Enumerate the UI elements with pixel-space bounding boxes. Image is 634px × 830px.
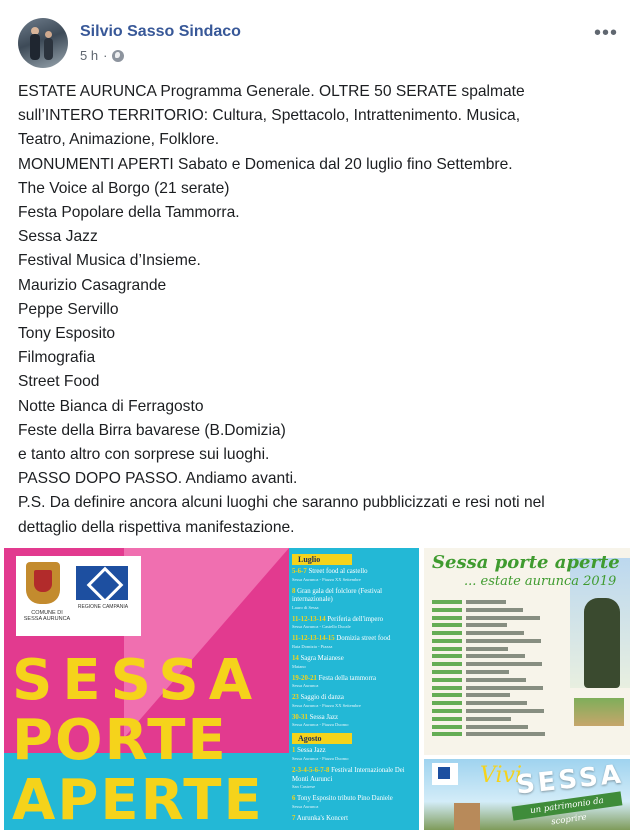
schedule-line [432, 670, 562, 676]
statue-image [584, 598, 620, 688]
schedule-month: Luglio [292, 554, 352, 565]
event-name: Sessa Jazz [309, 713, 339, 721]
region-caption: REGIONE CAMPANIA [77, 604, 129, 610]
schedule-line [432, 616, 562, 622]
schedule-event [292, 767, 417, 790]
poster-main-image[interactable] [4, 548, 419, 830]
post-text-line: Maurizio Casagrande [18, 276, 167, 294]
poster-title-line-2: PORTE [12, 708, 228, 773]
post-text-line: Street Food [18, 373, 100, 391]
post-header [18, 18, 618, 70]
event-dates: 11-12-13-14 [292, 615, 326, 623]
poster-right-title: Sessa porte aperte [432, 552, 620, 573]
post-text-line: ESTATE AURUNCA Programma Generale. OLTRE 50 SERATE spalmate [18, 83, 525, 100]
schedule-event [292, 747, 417, 762]
landscape-thumbnail [574, 698, 624, 726]
event-name: Gran gala del folclore (Festival internazionale) [292, 587, 383, 604]
schedule-line [432, 623, 562, 629]
schedule-event [292, 694, 417, 709]
poster-logos [16, 556, 141, 636]
schedule-line [432, 686, 562, 692]
author-name[interactable]: Silvio Sasso Sindaco [80, 23, 241, 40]
poster-title-line-3: APERTE [12, 768, 264, 830]
event-dates: 8 [292, 587, 296, 595]
post-text-line: dettaglio della rispettiva manifestazione. [18, 518, 295, 536]
post-text-line: Sessa Jazz [18, 228, 98, 246]
event-place: Maiano [292, 663, 306, 669]
comune-crest-icon [26, 562, 60, 604]
event-name: Street food al castello [308, 568, 368, 575]
post-text-line: Tony Esposito [18, 325, 116, 343]
post-text-line: Filmografia [18, 349, 96, 367]
schedule-event [292, 588, 417, 611]
event-dates: 1 [292, 747, 296, 755]
event-dates: 30-31 [292, 713, 308, 721]
schedule-line [432, 701, 562, 707]
schedule-line [432, 678, 562, 684]
event-place: San Castrese [292, 784, 316, 790]
event-dates: 14 [292, 654, 299, 662]
event-place: Sessa Aurunca [292, 683, 319, 689]
meta-separator: · [103, 48, 108, 63]
poster-right-schedule-lines [432, 600, 562, 740]
post-text-line: Teatro, Animazione, Folklore. [18, 131, 220, 149]
schedule-line [432, 725, 562, 731]
event-dates: 2-3-4-5-6-7-8 [292, 766, 330, 774]
globe-icon[interactable] [112, 50, 124, 62]
schedule-event [292, 568, 417, 583]
schedule-event [292, 655, 417, 670]
post-text-line: Festival Musica d’Insieme. [18, 252, 201, 270]
schedule-line [432, 709, 562, 715]
schedule-line [432, 631, 562, 637]
schedule-event [292, 815, 417, 824]
schedule-line [432, 693, 562, 699]
poster-sessa-word: SESSA [514, 759, 626, 801]
schedule-line [432, 647, 562, 653]
poster-title-line-1: SESSA [12, 648, 263, 713]
post-text-line: Feste della Birra bavarese (B.Domizia) [18, 421, 286, 439]
schedule-line [432, 662, 562, 668]
schedule-line [432, 639, 562, 645]
event-place: Sessa Aurunca - Piazza Duomo [292, 755, 349, 761]
avatar[interactable] [18, 18, 68, 68]
poster-schedule [292, 552, 417, 828]
event-dates: 5-6-7 [292, 568, 307, 575]
post-text-line: sull’INTERO TERRITORIO: Cultura, Spettacolo, Intrattenimento. Musica, [18, 107, 521, 125]
post-text-line: P.S. Da definire ancora alcuni luoghi che saranno pubblicizzati e resi noti nel [18, 494, 545, 512]
event-dates: 23 [292, 694, 299, 702]
schedule-line [432, 654, 562, 660]
more-icon[interactable]: ••• [593, 22, 618, 44]
comune-caption: COMUNE DI SESSA AURUNCA [23, 610, 71, 622]
post-text-line: The Voice al Borgo (21 serate) [18, 179, 230, 197]
schedule-line [432, 608, 562, 614]
event-place: Sessa Aurunca - Castello Ducale [292, 624, 351, 630]
event-name: Sagra Maianese [300, 654, 344, 662]
post-text [18, 80, 624, 540]
poster-ribbon: un patrimonio da scoprire [512, 791, 623, 820]
regione-badge-icon [432, 763, 458, 785]
schedule-line [432, 600, 562, 606]
event-name: Aurunka's Koncert [296, 814, 348, 822]
event-name: Festival Internazionale Dei Monti Aurunci [292, 766, 405, 783]
post-text-line: Festa Popolare della Tammorra. [18, 204, 240, 222]
schedule-event [292, 616, 417, 631]
post-time[interactable]: 5 h [80, 48, 99, 63]
poster-vivi-sessa-image[interactable] [424, 759, 630, 830]
photo-grid [0, 548, 634, 830]
post-text-line: Notte Bianca di Ferragosto [18, 397, 204, 415]
event-dates: 6 [292, 795, 296, 803]
event-dates: 19-20-21 [292, 674, 317, 682]
event-name: Periferia dell'impero [327, 615, 384, 623]
event-name: Festa della tammorra [318, 674, 377, 682]
schedule-event [292, 675, 417, 690]
event-place: Sessa Aurunca - Piazza XX Settembre [292, 702, 361, 708]
event-place: Baia Domizia - Piazza [292, 643, 333, 649]
schedule-event [292, 635, 417, 650]
schedule-event [292, 795, 417, 810]
event-place: Sessa Aurunca - Piazza Duomo [292, 722, 349, 728]
event-dates: 11-12-13-14-15 [292, 635, 335, 643]
event-place: Sessa Aurunca [292, 803, 319, 809]
event-name: Sessa Jazz [297, 747, 326, 755]
bell-tower-image [454, 803, 480, 830]
schedule-line [432, 732, 562, 738]
post-meta [80, 48, 124, 63]
post-text-line: PASSO DOPO PASSO. Andiamo avanti. [18, 470, 298, 488]
post-text-line: e tanto altro con sorprese sui luoghi. [18, 446, 270, 464]
schedule-event [292, 714, 417, 729]
regione-campania-logo-icon [76, 566, 128, 600]
poster-estate-aurunca-image[interactable] [424, 548, 630, 755]
schedule-month: Agosto [292, 733, 352, 744]
poster-right-subtitle: ... estate aurunca 2019 [464, 574, 617, 589]
schedule-line [432, 717, 562, 723]
event-name: Saggio di danza [300, 694, 344, 702]
event-name: Tony Esposito tributo Pino Daniele [296, 795, 393, 803]
event-dates: 7 [292, 814, 296, 822]
post-text-line: Peppe Servillo [18, 300, 119, 318]
poster-script-word: Vivi [480, 763, 523, 788]
post-text-line: MONUMENTI APERTI Sabato e Domenica dal 20 luglio fino Settembre. [18, 155, 513, 173]
event-place: Sessa Aurunca - Piazza XX Settembre [292, 576, 361, 582]
event-place: Lauro di Sessa [292, 604, 319, 610]
event-name: Domizia street food [336, 635, 391, 643]
